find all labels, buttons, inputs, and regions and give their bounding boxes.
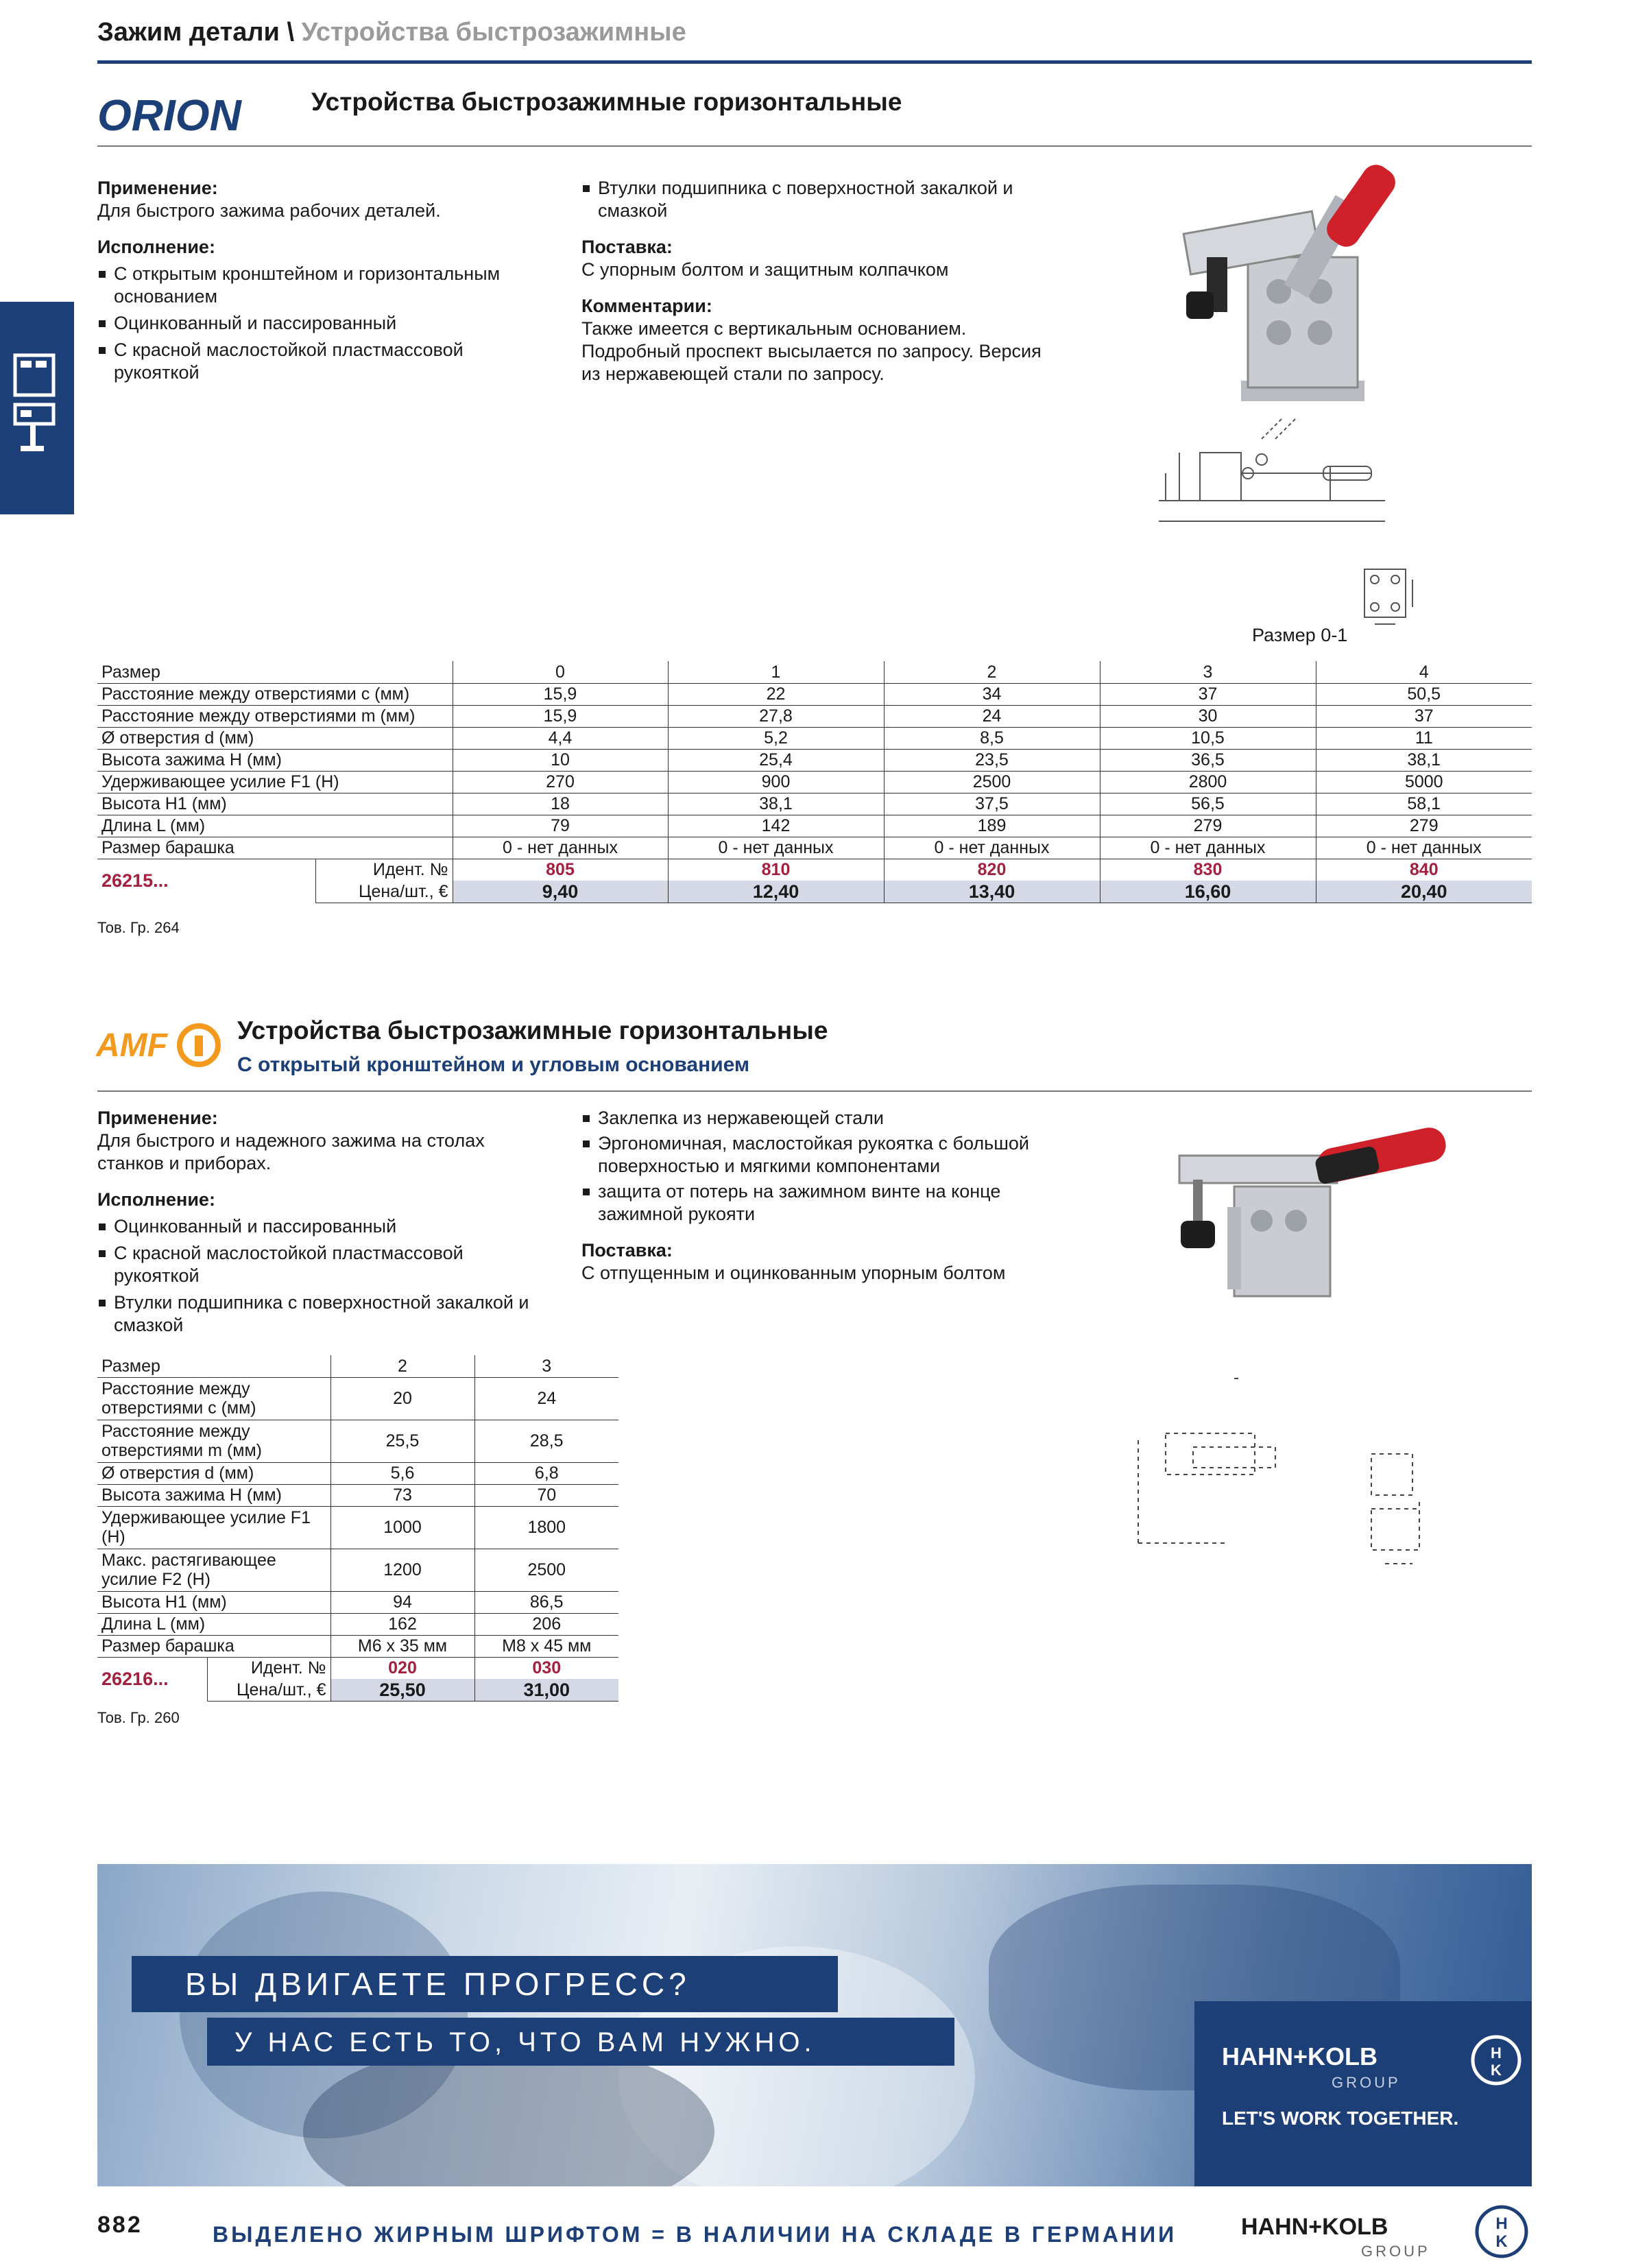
table-row: [97, 1420, 618, 1462]
breadcrumb: [97, 18, 686, 47]
header-rule: [97, 60, 1532, 64]
row-label: Высота зажима H (мм): [97, 749, 453, 771]
execution-item: Оцинкованный и пассированный: [97, 1215, 550, 1238]
orion-top-drawing: [1351, 556, 1426, 631]
row-label: Длина L (мм): [97, 815, 453, 837]
footer-logo-group: GROUP: [1361, 2243, 1430, 2260]
row-label: Размер: [97, 661, 453, 683]
application-text: Для быстрого и надежного зажима на столах станков и приборах.: [97, 1130, 485, 1173]
row-label: Высота зажима H (мм): [97, 1484, 330, 1506]
table-cell: 34: [884, 683, 1100, 705]
table-cell: 18: [453, 793, 668, 815]
row-label: Высота H1 (мм): [97, 1591, 330, 1613]
svg-text:H: H: [1491, 2044, 1502, 2062]
article-id[interactable]: 840: [1316, 859, 1532, 881]
article-code: 26216...: [101, 1669, 169, 1690]
price-label: Цена/шт., €: [207, 1679, 330, 1701]
table-cell: 20: [330, 1377, 474, 1420]
delivery-text: С упорным болтом и защитным колпачком: [581, 259, 949, 280]
table-row: [97, 793, 1532, 815]
price-cell: 9,40: [453, 881, 668, 903]
table-cell: 30: [1100, 705, 1316, 727]
table-cell: 206: [474, 1613, 618, 1635]
table-row: [97, 705, 1532, 727]
table-cell: 6,8: [474, 1462, 618, 1484]
table-cell: 0 - нет данных: [1100, 837, 1316, 859]
execution-item: С красной маслостойкой пластмассовой рукояткой: [97, 1242, 550, 1287]
table-cell: 70: [474, 1484, 618, 1506]
table-row: [97, 749, 1532, 771]
row-label: Удерживающее усилие F1 (H): [97, 771, 453, 793]
table-row: [97, 1613, 618, 1635]
table-cell: 2500: [474, 1549, 618, 1591]
table-cell: M6 x 35 мм: [330, 1635, 474, 1657]
application-label: Применение:: [97, 178, 218, 198]
table-cell: 2: [330, 1355, 474, 1377]
section1-col-mid: [581, 177, 1048, 385]
table-cell: 56,5: [1100, 793, 1316, 815]
row-label: Расстояние между отверстиями m (мм): [97, 705, 453, 727]
svg-text:K: K: [1491, 2062, 1502, 2079]
row-label: Расстояние между отверстиями c (мм): [97, 683, 453, 705]
table-row: [97, 771, 1532, 793]
table-cell: 3: [474, 1355, 618, 1377]
article-id[interactable]: 810: [668, 859, 884, 881]
hk-logo-icon: [1473, 2203, 1530, 2260]
table-row: [97, 1635, 618, 1657]
table-cell: 25,5: [330, 1420, 474, 1462]
article-id[interactable]: 820: [884, 859, 1100, 881]
article-code: 26215...: [101, 870, 169, 892]
breadcrumb-category[interactable]: Зажим детали: [97, 18, 280, 47]
table-cell: 10: [453, 749, 668, 771]
id-label: Идент. №: [315, 859, 453, 881]
table-cell: 142: [668, 815, 884, 837]
orion-side-drawing: [1138, 411, 1399, 535]
clamp-tab-icon: [0, 302, 74, 514]
table-cell: 11: [1316, 727, 1532, 749]
article-id[interactable]: 030: [474, 1657, 618, 1679]
row-label: Размер: [97, 1355, 330, 1377]
price-cell: 20,40: [1316, 881, 1532, 903]
table-cell: 0 - нет данных: [1316, 837, 1532, 859]
row-label: Размер барашка: [97, 1635, 330, 1657]
table-cell: M8 x 45 мм: [474, 1635, 618, 1657]
price-cell: 12,40: [668, 881, 884, 903]
price-cell: 16,60: [1100, 881, 1316, 903]
table-cell: 86,5: [474, 1591, 618, 1613]
table-cell: 4,4: [453, 727, 668, 749]
table-cell: 1: [668, 661, 884, 683]
table-row: [97, 661, 1532, 683]
table-row: [97, 683, 1532, 705]
table-row: [97, 1549, 618, 1591]
table-cell: 28,5: [474, 1420, 618, 1462]
table-cell: 38,1: [668, 793, 884, 815]
table-cell: 270: [453, 771, 668, 793]
execution-label: Исполнение:: [97, 1189, 215, 1210]
section2-col-mid: [581, 1107, 1048, 1285]
table-cell: 4: [1316, 661, 1532, 683]
table-cell: 58,1: [1316, 793, 1532, 815]
table-cell: 37: [1100, 683, 1316, 705]
amf-logo: [96, 1022, 226, 1070]
section2-title: Устройства быстрозажимные горизонтальные: [237, 1016, 828, 1045]
amf-dimension-drawing: [1124, 1365, 1481, 1584]
price-label: Цена/шт., €: [315, 881, 453, 903]
section2-rule: [97, 1090, 1532, 1092]
price-cell: 25,50: [330, 1679, 474, 1701]
section2-col-left: [97, 1107, 550, 1337]
row-label: Длина L (мм): [97, 1613, 330, 1635]
article-id[interactable]: 020: [330, 1657, 474, 1679]
table-cell: 162: [330, 1613, 474, 1635]
table-cell: 25,4: [668, 749, 884, 771]
execution-label: Исполнение:: [97, 237, 215, 257]
table-cell: 27,8: [668, 705, 884, 727]
price-cell: 31,00: [474, 1679, 618, 1701]
table-cell: 23,5: [884, 749, 1100, 771]
table-row: [97, 1462, 618, 1484]
product-group: Тов. Гр. 260: [97, 1709, 180, 1726]
table-cell: 1800: [474, 1506, 618, 1549]
comments-label: Комментарии:: [581, 296, 712, 316]
section1-col-left: [97, 177, 536, 384]
stock-note: ВЫДЕЛЕНО ЖИРНЫМ ШРИФТОМ = В НАЛИЧИИ НА СКЛАДЕ В ГЕРМАНИИ: [213, 2222, 1177, 2247]
hk-logo-icon: [1469, 2033, 1524, 2088]
table-cell: 15,9: [453, 683, 668, 705]
orion-logo: [96, 88, 302, 143]
orion-clamp-photo: [1159, 154, 1419, 415]
row-label: Расстояние между отверстиями c (мм): [97, 1377, 330, 1420]
banner-logo-box: [1194, 2001, 1532, 2186]
table-cell: 94: [330, 1591, 474, 1613]
svg-text:K: K: [1495, 2232, 1508, 2251]
table-row: [97, 815, 1532, 837]
id-row: [97, 859, 1532, 881]
table-cell: 50,5: [1316, 683, 1532, 705]
row-label: Расстояние между отверстиями m (мм): [97, 1420, 330, 1462]
table-cell: 0 - нет данных: [884, 837, 1100, 859]
section2-subtitle: С открытый кронштейном и угловым основанием: [237, 1053, 750, 1076]
table-cell: 2500: [884, 771, 1100, 793]
table-row: [97, 1377, 618, 1420]
feature-item: защита от потерь на зажимном винте на конце зажимной рукояти: [581, 1180, 1048, 1226]
id-label: Идент. №: [207, 1657, 330, 1679]
table-cell: 189: [884, 815, 1100, 837]
amf-logo-text: AMF: [96, 1027, 167, 1064]
row-label: Ø отверстия d (мм): [97, 727, 453, 749]
banner-slogan: LET'S WORK TOGETHER.: [1222, 2108, 1459, 2129]
section1-rule: [97, 145, 1532, 147]
section1-title: Устройства быстрозажимные горизонтальные: [311, 88, 902, 116]
table-cell: 279: [1316, 815, 1532, 837]
table-cell: 5000: [1316, 771, 1532, 793]
banner-headline: ВЫ ДВИГАЕТЕ ПРОГРЕСС?: [185, 1966, 690, 2002]
table-cell: 3: [1100, 661, 1316, 683]
application-label: Применение:: [97, 1108, 218, 1128]
product-group: Тов. Гр. 264: [97, 919, 180, 936]
banner-subline: У НАС ЕСТЬ ТО, ЧТО ВАМ НУЖНО.: [234, 2027, 816, 2057]
table-cell: 8,5: [884, 727, 1100, 749]
diagram-caption: Размер 0-1: [1252, 625, 1348, 645]
page-number: 882: [97, 2212, 143, 2238]
table-row: [97, 837, 1532, 859]
table-cell: 0: [453, 661, 668, 683]
table-cell: 10,5: [1100, 727, 1316, 749]
orion-logo-text: ORION: [97, 91, 241, 140]
orion-spec-table: [97, 661, 1532, 903]
id-row: [97, 1657, 618, 1679]
row-label: Размер барашка: [97, 837, 453, 859]
table-cell: 1200: [330, 1549, 474, 1591]
application-text: Для быстрого зажима рабочих деталей.: [97, 200, 441, 221]
feature-item: Эргономичная, маслостойкая рукоятка с большой поверхностью и мягкими компонентами: [581, 1132, 1048, 1178]
section-side-tab: [0, 302, 74, 514]
comments-text: Также имеется с вертикальным основанием. Подробный проспект высылается по запросу. Версия из нержавеющей стали по запросу.: [581, 318, 1042, 384]
feature-item: Заклепка из нержавеющей стали: [581, 1107, 1048, 1130]
execution-item: Оцинкованный и пассированный: [97, 312, 536, 335]
execution-item: Втулки подшипника с поверхностной закалкой и смазкой: [97, 1291, 550, 1337]
amf-spec-table: [97, 1355, 618, 1702]
banner-logo-group: GROUP: [1332, 2074, 1401, 2091]
amf-clamp-photo: [1159, 1104, 1467, 1310]
bearing-bullet: Втулки подшипника с поверхностной закалкой и смазкой: [581, 177, 1048, 222]
article-id[interactable]: 830: [1100, 859, 1316, 881]
table-cell: 0 - нет данных: [453, 837, 668, 859]
table-cell: 73: [330, 1484, 474, 1506]
breadcrumb-subcategory[interactable]: Устройства быстрозажимные: [301, 18, 686, 47]
table-cell: 2800: [1100, 771, 1316, 793]
table-cell: 0 - нет данных: [668, 837, 884, 859]
table-row: [97, 1506, 618, 1549]
table-cell: 24: [474, 1377, 618, 1420]
table-cell: 37: [1316, 705, 1532, 727]
delivery-label: Поставка:: [581, 237, 673, 257]
promo-banner[interactable]: [97, 1864, 1532, 2186]
banner-logo-text: HAHN+KOLB: [1222, 2042, 1378, 2070]
table-cell: 2: [884, 661, 1100, 683]
row-label: Высота H1 (мм): [97, 793, 453, 815]
table-cell: 279: [1100, 815, 1316, 837]
svg-text:H: H: [1495, 2215, 1508, 2233]
breadcrumb-separator: \: [287, 18, 295, 47]
execution-item: С открытым кронштейном и горизонтальным основанием: [97, 263, 536, 308]
row-label: Макс. растягивающее усилие F2 (H): [97, 1549, 330, 1591]
table-cell: 5,2: [668, 727, 884, 749]
table-cell: 5,6: [330, 1462, 474, 1484]
delivery-label: Поставка:: [581, 1240, 673, 1261]
table-cell: 24: [884, 705, 1100, 727]
table-cell: 37,5: [884, 793, 1100, 815]
delivery-text: С отпущенным и оцинкованным упорным болтом: [581, 1263, 1006, 1283]
table-row: [97, 1484, 618, 1506]
table-cell: 36,5: [1100, 749, 1316, 771]
table-cell: 22: [668, 683, 884, 705]
table-row: [97, 1355, 618, 1377]
table-cell: 38,1: [1316, 749, 1532, 771]
row-label: Ø отверстия d (мм): [97, 1462, 330, 1484]
execution-item: С красной маслостойкой пластмассовой рукояткой: [97, 339, 536, 384]
price-cell: 13,40: [884, 881, 1100, 903]
table-cell: 15,9: [453, 705, 668, 727]
footer-logo-text: HAHN+KOLB: [1241, 2214, 1388, 2240]
table-row: [97, 1591, 618, 1613]
table-cell: 900: [668, 771, 884, 793]
row-label: Удерживающее усилие F1 (H): [97, 1506, 330, 1549]
table-cell: 79: [453, 815, 668, 837]
table-row: [97, 727, 1532, 749]
table-cell: 1000: [330, 1506, 474, 1549]
article-id[interactable]: 805: [453, 859, 668, 881]
